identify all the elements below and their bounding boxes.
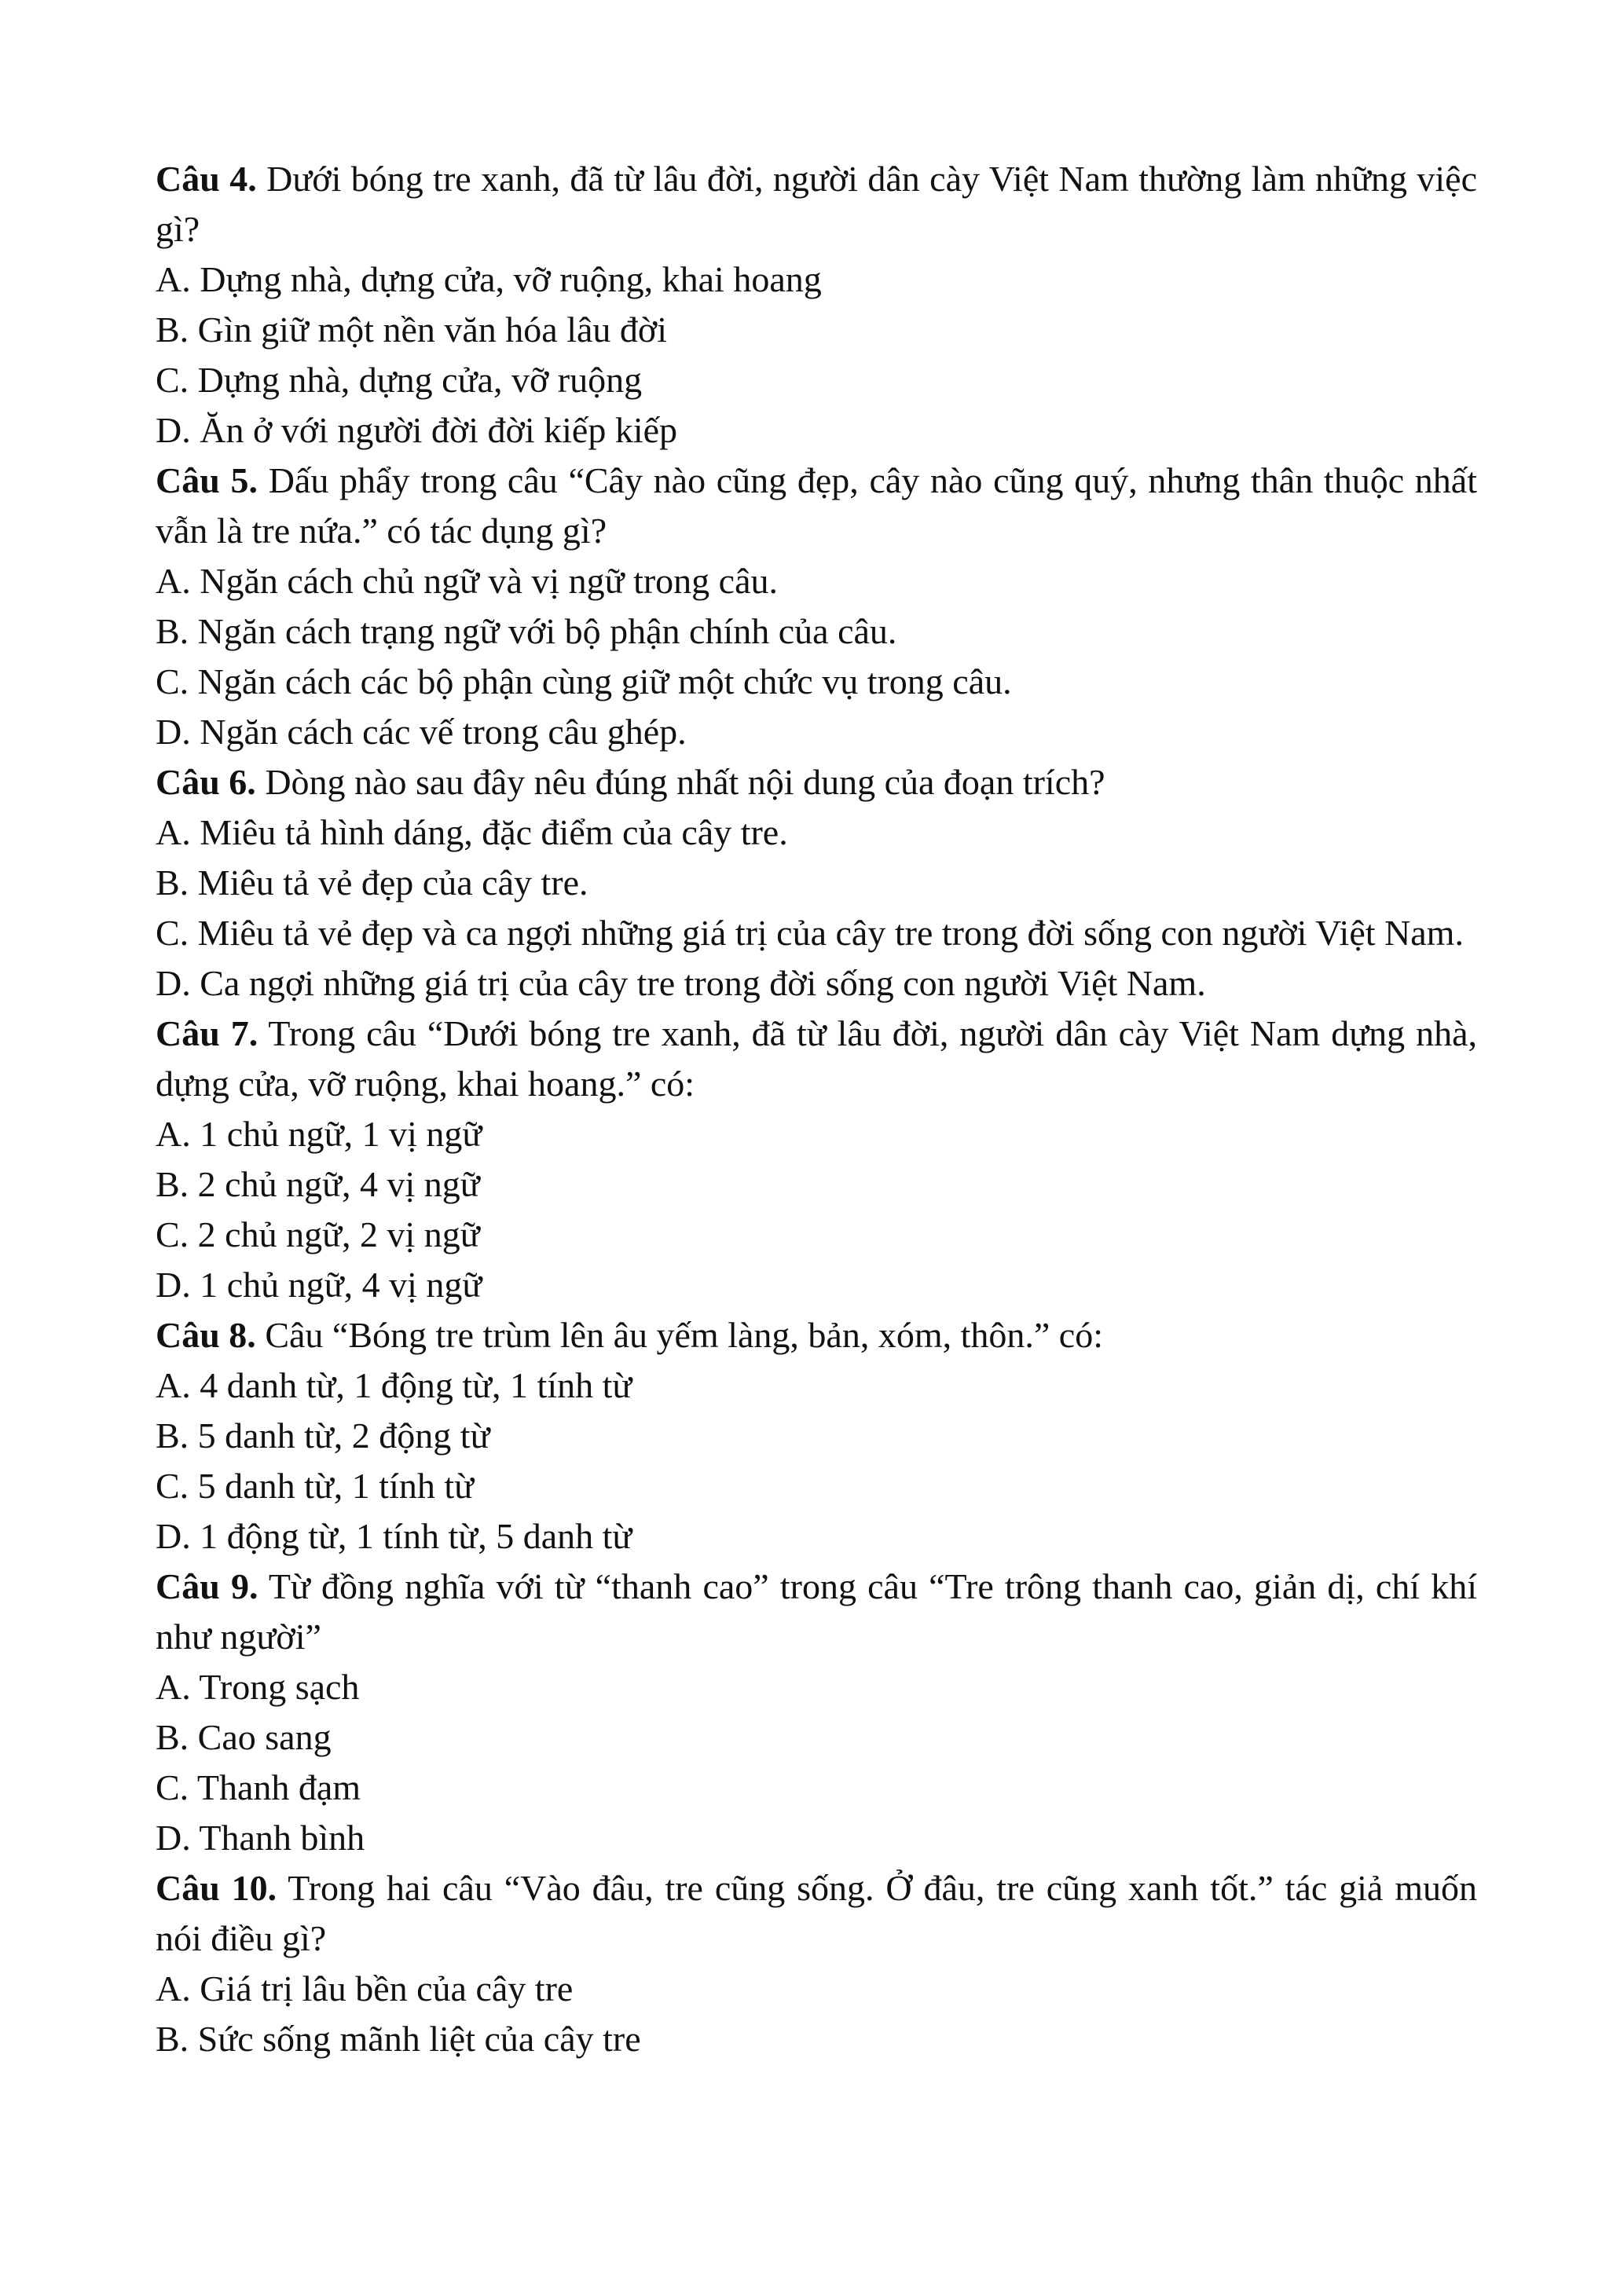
answer-option-d: D. Ngăn cách các vế trong câu ghép.	[156, 712, 687, 752]
question-8	[156, 1310, 1477, 1562]
answer-option-b: B. 2 chủ ngữ, 4 vị ngữ	[156, 1164, 480, 1204]
question-label: Câu 5.	[156, 460, 258, 500]
question-label: Câu 8.	[156, 1315, 256, 1355]
question-4	[156, 154, 1477, 456]
answer-option-a: A. 1 chủ ngữ, 1 vị ngữ	[156, 1114, 482, 1154]
answer-option-a: A. Ngăn cách chủ ngữ và vị ngữ trong câu.	[156, 561, 779, 601]
answer-option-d: D. Ăn ở với người đời đời kiếp kiếp	[156, 410, 678, 450]
answer-option-a: A. Dựng nhà, dựng cửa, vỡ ruộng, khai hoang	[156, 259, 822, 299]
question-9	[156, 1562, 1477, 1863]
question-6	[156, 757, 1477, 1009]
question-10	[156, 1863, 1477, 2064]
question-label: Câu 7.	[156, 1013, 258, 1053]
question-label: Câu 9.	[156, 1566, 258, 1606]
answer-option-b: B. Cao sang	[156, 1717, 332, 1757]
question-stem: Dòng nào sau đây nêu đúng nhất nội dung của đoạn trích?	[265, 762, 1105, 802]
answer-option-b: B. 5 danh từ, 2 động từ	[156, 1415, 490, 1456]
question-label: Câu 10.	[156, 1868, 277, 1908]
question-label: Câu 6.	[156, 762, 256, 802]
answer-option-c: C. 2 chủ ngữ, 2 vị ngữ	[156, 1214, 480, 1254]
answer-option-b: B. Sức sống mãnh liệt của cây tre	[156, 2019, 641, 2059]
question-stem: Trong hai câu “Vào đâu, tre cũng sống. Ở đâu, tre cũng xanh tốt.” tác giả muốn nói điều gì?	[156, 1868, 1477, 1958]
answer-option-c: C. Dựng nhà, dựng cửa, vỡ ruộng	[156, 360, 643, 400]
answer-option-c: C. Thanh đạm	[156, 1767, 361, 1807]
question-stem: Trong câu “Dưới bóng tre xanh, đã từ lâu đời, người dân cày Việt Nam dựng nhà, dựng cửa, vỡ ruộng, khai hoang.” có:	[156, 1013, 1477, 1104]
question-stem: Câu “Bóng tre trùm lên âu yếm làng, bản, xóm, thôn.” có:	[265, 1315, 1104, 1355]
answer-option-b: B. Gìn giữ một nền văn hóa lâu đời	[156, 309, 668, 350]
answer-option-d: D. Ca ngợi những giá trị của cây tre trong đời sống con người Việt Nam.	[156, 963, 1206, 1003]
question-7	[156, 1009, 1477, 1310]
question-stem: Dấu phẩy trong câu “Cây nào cũng đẹp, cây nào cũng quý, nhưng thân thuộc nhất vẫn là tre nứa.” có tác dụng gì?	[156, 460, 1478, 551]
answer-option-c: C. 5 danh từ, 1 tính từ	[156, 1466, 475, 1506]
question-stem: Từ đồng nghĩa với từ “thanh cao” trong câu “Tre trông thanh cao, giản dị, chí khí như người”	[156, 1566, 1477, 1657]
answer-option-b: B. Miêu tả vẻ đẹp của cây tre.	[156, 862, 588, 903]
answer-option-c: C. Ngăn cách các bộ phận cùng giữ một chức vụ trong câu.	[156, 661, 1012, 701]
document-page	[156, 154, 1477, 2064]
answer-option-a: A. Giá trị lâu bền của cây tre	[156, 1968, 574, 2009]
answer-option-d: D. 1 động từ, 1 tính từ, 5 danh từ	[156, 1516, 632, 1556]
answer-option-a: A. Miêu tả hình dáng, đặc điểm của cây tre.	[156, 812, 788, 852]
question-stem: Dưới bóng tre xanh, đã từ lâu đời, người dân cày Việt Nam thường làm những việc gì?	[156, 159, 1477, 249]
answer-option-d: D. 1 chủ ngữ, 4 vị ngữ	[156, 1265, 482, 1305]
answer-option-a: A. Trong sạch	[156, 1667, 360, 1707]
question-5	[156, 456, 1477, 757]
question-label: Câu 4.	[156, 159, 257, 199]
answer-option-c: C. Miêu tả vẻ đẹp và ca ngợi những giá trị của cây tre trong đời sống con người Việt Nam.	[156, 913, 1464, 953]
answer-option-a: A. 4 danh từ, 1 động từ, 1 tính từ	[156, 1365, 632, 1405]
answer-option-b: B. Ngăn cách trạng ngữ với bộ phận chính của câu.	[156, 611, 897, 651]
answer-option-d: D. Thanh bình	[156, 1818, 365, 1858]
